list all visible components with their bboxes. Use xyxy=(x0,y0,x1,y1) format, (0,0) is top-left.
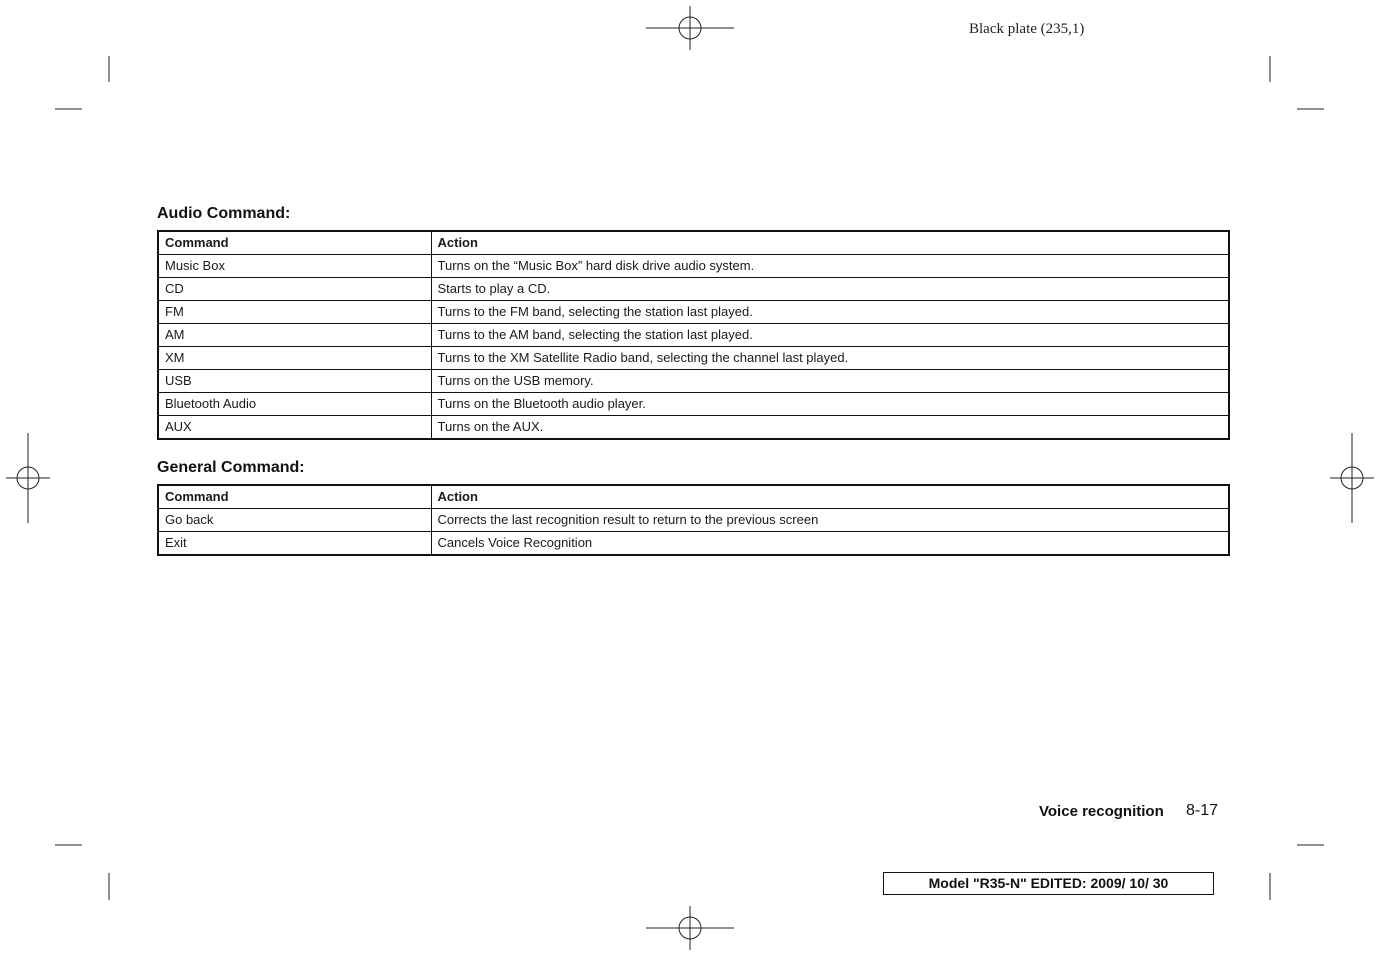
table-header-row xyxy=(158,231,1229,255)
action-cell: Turns to the XM Satellite Radio band, selecting the channel last played. xyxy=(431,347,1229,370)
command-cell: Go back xyxy=(158,509,431,532)
action-cell: Starts to play a CD. xyxy=(431,278,1229,301)
table-row xyxy=(158,509,1229,532)
column-header-command: Command xyxy=(158,231,431,255)
command-cell: CD xyxy=(158,278,431,301)
model-edited-stamp: Model "R35-N" EDITED: 2009/ 10/ 30 xyxy=(883,872,1214,895)
command-cell: Bluetooth Audio xyxy=(158,393,431,416)
column-header-action: Action xyxy=(431,231,1229,255)
audio-command-heading: Audio Command: xyxy=(157,205,291,222)
command-cell: Music Box xyxy=(158,255,431,278)
table-header-row xyxy=(158,485,1229,509)
command-cell: FM xyxy=(158,301,431,324)
plate-label: Black plate (235,1) xyxy=(969,21,1085,37)
action-cell: Turns on the “Music Box” hard disk drive audio system. xyxy=(431,255,1229,278)
command-cell: Exit xyxy=(158,532,431,556)
action-cell: Turns on the Bluetooth audio player. xyxy=(431,393,1229,416)
general-command-heading: General Command: xyxy=(157,459,305,476)
table-row xyxy=(158,255,1229,278)
action-cell: Corrects the last recognition result to return to the previous screen xyxy=(431,509,1229,532)
table-row xyxy=(158,347,1229,370)
action-cell: Cancels Voice Recognition xyxy=(431,532,1229,556)
table-row xyxy=(158,370,1229,393)
command-cell: AM xyxy=(158,324,431,347)
action-cell: Turns on the USB memory. xyxy=(431,370,1229,393)
table-row xyxy=(158,278,1229,301)
table-row xyxy=(158,393,1229,416)
page-number: 8-17 xyxy=(1186,802,1219,819)
table-row xyxy=(158,416,1229,440)
column-header-action: Action xyxy=(431,485,1229,509)
general-command-table xyxy=(157,484,1230,556)
audio-command-table xyxy=(157,230,1230,440)
command-cell: AUX xyxy=(158,416,431,440)
command-cell: XM xyxy=(158,347,431,370)
command-cell: USB xyxy=(158,370,431,393)
table-row xyxy=(158,301,1229,324)
column-header-command: Command xyxy=(158,485,431,509)
action-cell: Turns to the FM band, selecting the station last played. xyxy=(431,301,1229,324)
action-cell: Turns to the AM band, selecting the station last played. xyxy=(431,324,1229,347)
footer-section-name: Voice recognition xyxy=(1039,803,1164,820)
action-cell: Turns on the AUX. xyxy=(431,416,1229,440)
table-row xyxy=(158,324,1229,347)
table-row xyxy=(158,532,1229,556)
